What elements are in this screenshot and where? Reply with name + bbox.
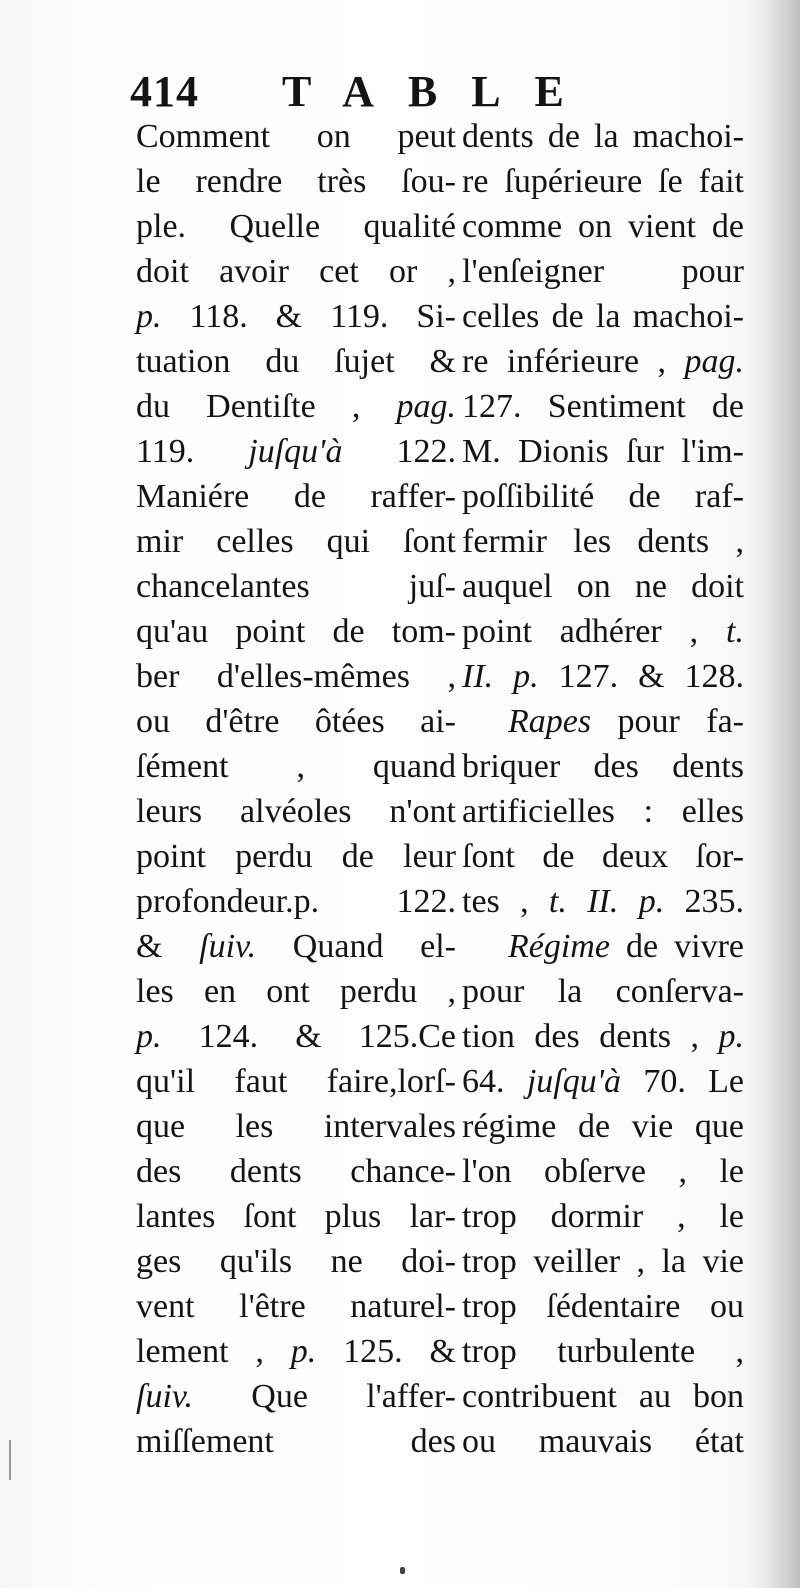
text-line: trop ſédentaire ou <box>462 1288 744 1325</box>
paper-mark <box>9 1440 11 1480</box>
text-line: contribuent au bon <box>462 1378 744 1415</box>
text-line: dents de la machoi- <box>462 118 744 155</box>
text-line: 127. Sentiment de <box>462 388 744 425</box>
text-line: des dents chance- <box>136 1153 456 1190</box>
text-line: mir celles qui ſont <box>136 523 456 560</box>
text-line: p. 124. & 125.Ce <box>136 1018 456 1055</box>
text-line: tion des dents , p. <box>462 1018 744 1055</box>
text-line: trop veiller , la vie <box>462 1243 744 1280</box>
text-line: ou d'être ôtées ai- <box>136 703 456 740</box>
text-line: ges qu'ils ne doi- <box>136 1243 456 1280</box>
text-line: que les intervales <box>136 1108 456 1145</box>
text-line: ple. Quelle qualité <box>136 208 456 245</box>
page-header <box>120 66 640 118</box>
text-line: poſſibilité de raf- <box>462 478 744 515</box>
text-line: vent l'être naturel- <box>136 1288 456 1325</box>
text-line: ſuiv. Que l'affer- <box>136 1378 456 1415</box>
running-head: TABLE <box>282 67 598 116</box>
left-text-column <box>136 114 456 1464</box>
text-line: auquel on ne doit <box>462 568 744 605</box>
text-line: ſont de deux ſor- <box>462 838 744 875</box>
text-line: l'enſeigner pour <box>462 253 744 290</box>
text-line: régime de vie que <box>462 1108 744 1145</box>
text-line: tes , t. II. p. 235. <box>462 883 745 920</box>
text-line: ber d'elles-mêmes , <box>136 658 456 695</box>
page-number: 414 <box>130 67 199 116</box>
text-line: Rapes pour fa- <box>508 703 744 740</box>
text-line: 64. juſqu'à 70. Le <box>462 1063 745 1100</box>
text-line: re ſupérieure ſe fait <box>462 163 744 200</box>
text-line: 119. juſqu'à 122. <box>136 433 456 470</box>
text-line: Maniére de raffer- <box>136 478 456 515</box>
text-line: chancelantes juſ- <box>136 568 456 605</box>
right-text-column <box>462 114 744 1464</box>
text-line: briquer des dents <box>462 748 744 785</box>
text-line: miſſement des <box>136 1423 456 1460</box>
text-line: artificielles : elles <box>462 793 744 830</box>
text-line: profondeur.p. 122. <box>136 883 456 920</box>
text-line: ou mauvais état <box>462 1423 744 1460</box>
text-line: trop turbulente , <box>462 1333 744 1370</box>
text-line: leurs alvéoles n'ont <box>136 793 456 830</box>
text-line: p. 118. & 119. Si- <box>136 298 456 335</box>
text-line: point perdu de leur <box>136 838 456 875</box>
text-line: M. Dionis ſur l'im- <box>462 433 744 470</box>
text-line: Comment on peut <box>136 118 456 155</box>
text-line: qu'au point de tom- <box>136 613 456 650</box>
text-line: ſément , quand <box>136 748 456 785</box>
text-line: trop dormir , le <box>462 1198 744 1235</box>
text-line: doit avoir cet or , <box>136 253 456 290</box>
text-line: l'on obſerve , le <box>462 1153 744 1190</box>
text-line: lement , p. 125. & <box>136 1333 456 1370</box>
text-line: II. p. 127. & 128. <box>462 658 745 695</box>
text-line: comme on vient de <box>462 208 744 245</box>
text-line: point adhérer , t. <box>462 613 744 650</box>
text-line: lantes ſont plus lar- <box>136 1198 456 1235</box>
text-line: fermir les dents , <box>462 523 744 560</box>
text-line: & ſuiv. Quand el- <box>136 928 456 965</box>
text-line: le rendre très ſou- <box>136 163 456 200</box>
text-line: qu'il faut faire,lorſ- <box>136 1063 456 1100</box>
text-line: re inférieure , pag. <box>462 343 744 380</box>
text-line: du Dentiſte , pag. <box>136 388 456 425</box>
text-line: celles de la machoi- <box>462 298 744 335</box>
text-line: pour la conſerva- <box>462 973 744 1010</box>
text-line: tuation du ſujet & <box>136 343 456 380</box>
page-gutter-shadow <box>748 0 800 1588</box>
text-line: les en ont perdu , <box>136 973 456 1010</box>
ink-speck <box>400 1567 405 1574</box>
text-line: Régime de vivre <box>508 928 744 965</box>
